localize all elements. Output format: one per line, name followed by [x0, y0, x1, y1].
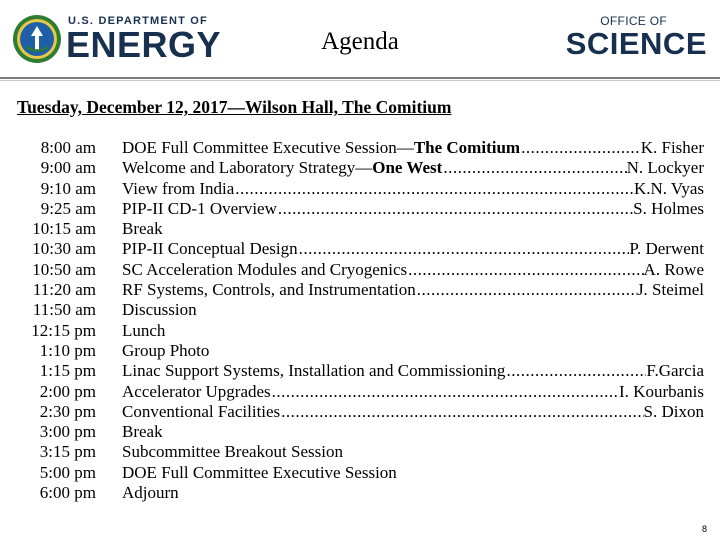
agenda-item-text: Welcome and Laboratory Strategy—: [122, 158, 373, 178]
agenda-time: 3:00 pm: [39, 422, 96, 442]
dot-leader: [442, 158, 626, 178]
agenda-speaker: J. Steimel: [636, 280, 704, 300]
date-heading: Tuesday, December 12, 2017—Wilson Hall, The Comitium: [17, 97, 452, 117]
agenda-item: [122, 422, 704, 442]
agenda-row: [0, 300, 720, 320]
agenda-speaker: I. Kourbanis: [619, 381, 704, 401]
agenda-item-title: [122, 158, 442, 178]
agenda-time: 2:00 pm: [39, 381, 96, 401]
agenda-item: [122, 402, 704, 422]
agenda-row: [0, 422, 720, 442]
agenda-speaker: S. Holmes: [633, 198, 704, 218]
agenda-speaker: K.N. Vyas: [633, 178, 704, 198]
agenda-item-title: [122, 300, 197, 320]
agenda-time: 10:30 am: [32, 239, 96, 259]
slide-title: Agenda: [321, 28, 399, 55]
agenda-item-location: The Comitium: [413, 138, 521, 157]
header-divider-shadow: [0, 80, 720, 81]
agenda-item: [122, 179, 704, 199]
agenda-item-text: SC Acceleration Modules and Cryogenics: [122, 259, 408, 279]
agenda-item-title: [122, 321, 165, 341]
agenda-item: [122, 158, 704, 178]
agenda-item-title: [122, 402, 280, 422]
agenda-row: [0, 280, 720, 300]
agenda-item-text: DOE Full Committee Executive Session: [122, 462, 397, 482]
agenda-list: [0, 138, 720, 503]
agenda-item: [122, 341, 704, 361]
agenda-item: [122, 361, 704, 381]
agenda-time: 12:15 pm: [31, 320, 96, 340]
agenda-item-text: View from India: [122, 178, 235, 198]
slide-header: [0, 0, 720, 82]
agenda-time: 11:20 am: [32, 280, 96, 300]
agenda-item-title: [122, 179, 234, 199]
agenda-row: [0, 199, 720, 219]
dot-leader: [277, 199, 633, 219]
agenda-item: [122, 483, 704, 503]
agenda-time: 9:00 am: [40, 158, 96, 178]
page-number: 8: [701, 524, 707, 534]
agenda-item-title: [122, 382, 271, 402]
agenda-item-title: [122, 341, 209, 361]
agenda-speaker: K. Fisher: [640, 138, 704, 157]
agenda-item: [122, 442, 704, 462]
agenda-item-text: Linac Support Systems, Installation and Commissioning: [122, 361, 506, 381]
agenda-row: [0, 321, 720, 341]
agenda-item-text: Adjourn: [122, 483, 179, 503]
dot-leader: [407, 260, 643, 280]
agenda-item-text: PIP-II Conceptual Design: [122, 239, 298, 259]
agenda-time: 10:50 am: [32, 259, 96, 279]
agenda-item-title: [122, 260, 407, 280]
dot-leader: [520, 138, 641, 158]
agenda-row: [0, 158, 720, 178]
agenda-item-text: Group Photo: [122, 340, 210, 360]
agenda-item-title: [122, 483, 179, 503]
agenda-time: 1:15 pm: [39, 361, 96, 381]
agenda-row: [0, 361, 720, 381]
agenda-item-text: Accelerator Upgrades: [122, 381, 271, 401]
agenda-item-title: [122, 199, 277, 219]
agenda-item-title: [122, 219, 163, 239]
agenda-time: 11:50 am: [32, 300, 96, 320]
agenda-row: [0, 341, 720, 361]
agenda-item-title: [122, 422, 163, 442]
agenda-time: 9:10 am: [40, 178, 96, 198]
agenda-item: [122, 382, 704, 402]
agenda-item: [122, 219, 704, 239]
agenda-time: 1:10 pm: [39, 340, 96, 360]
agenda-row: [0, 260, 720, 280]
agenda-item-text: PIP-II CD-1 Overview: [122, 198, 277, 218]
agenda-row: [0, 402, 720, 422]
agenda-item-text: Lunch: [122, 320, 166, 340]
agenda-item-text: Discussion: [122, 300, 197, 320]
agenda-item: [122, 280, 704, 300]
agenda-item-text: DOE Full Committee Executive Session—: [122, 138, 414, 157]
agenda-time: 8:00 am: [40, 138, 96, 157]
agenda-row: [0, 382, 720, 402]
agenda-item-location: One West: [372, 158, 443, 178]
agenda-item-text: RF Systems, Controls, and Instrumentation: [122, 280, 416, 300]
agenda-row: [0, 483, 720, 503]
office-of-label: OFFICE OF: [600, 14, 667, 28]
agenda-time: 9:25 am: [40, 198, 96, 218]
agenda-row: [0, 239, 720, 259]
dot-leader: [280, 402, 643, 422]
agenda-time: 6:00 pm: [39, 483, 96, 503]
agenda-speaker: N. Lockyer: [626, 158, 704, 178]
doe-energy-wordmark: ENERGY: [66, 24, 222, 65]
agenda-item-title: [122, 239, 298, 259]
agenda-item-title: [122, 463, 397, 483]
agenda-item: [122, 260, 704, 280]
doe-department-label: U.S. DEPARTMENT OF: [68, 15, 208, 27]
agenda-time: 10:15 am: [32, 219, 96, 239]
science-wordmark: SCIENCE: [565, 26, 707, 61]
agenda-row: [0, 219, 720, 239]
header-divider: [0, 77, 720, 79]
agenda-item-title: [122, 361, 505, 381]
agenda-item-title: [122, 138, 520, 158]
agenda-speaker: F.Garcia: [646, 361, 704, 381]
agenda-item-text: Subcommittee Breakout Session: [122, 442, 343, 462]
dot-leader: [505, 361, 646, 381]
agenda-item: [122, 199, 704, 219]
dot-leader: [416, 280, 637, 300]
agenda-time: 2:30 pm: [39, 401, 96, 421]
dot-leader: [298, 239, 630, 259]
agenda-row: [0, 138, 720, 158]
agenda-item: [122, 321, 704, 341]
dot-leader: [271, 382, 619, 402]
agenda-item: [122, 300, 704, 320]
agenda-item: [122, 138, 704, 158]
agenda-speaker: S. Dixon: [643, 401, 704, 421]
agenda-item-title: [122, 280, 416, 300]
agenda-item-text: Break: [122, 219, 163, 239]
agenda-item: [122, 463, 704, 483]
dot-leader: [234, 179, 634, 199]
agenda-time: 5:00 pm: [39, 462, 96, 482]
agenda-item-title: [122, 442, 343, 462]
agenda-row: [0, 463, 720, 483]
agenda-row: [0, 442, 720, 462]
agenda-speaker: P. Derwent: [629, 239, 704, 259]
agenda-speaker: A. Rowe: [643, 259, 704, 279]
agenda-item: [122, 239, 704, 259]
agenda-time: 3:15 pm: [39, 442, 96, 462]
agenda-item-text: Break: [122, 422, 163, 442]
agenda-row: [0, 179, 720, 199]
agenda-item-text: Conventional Facilities: [122, 401, 281, 421]
